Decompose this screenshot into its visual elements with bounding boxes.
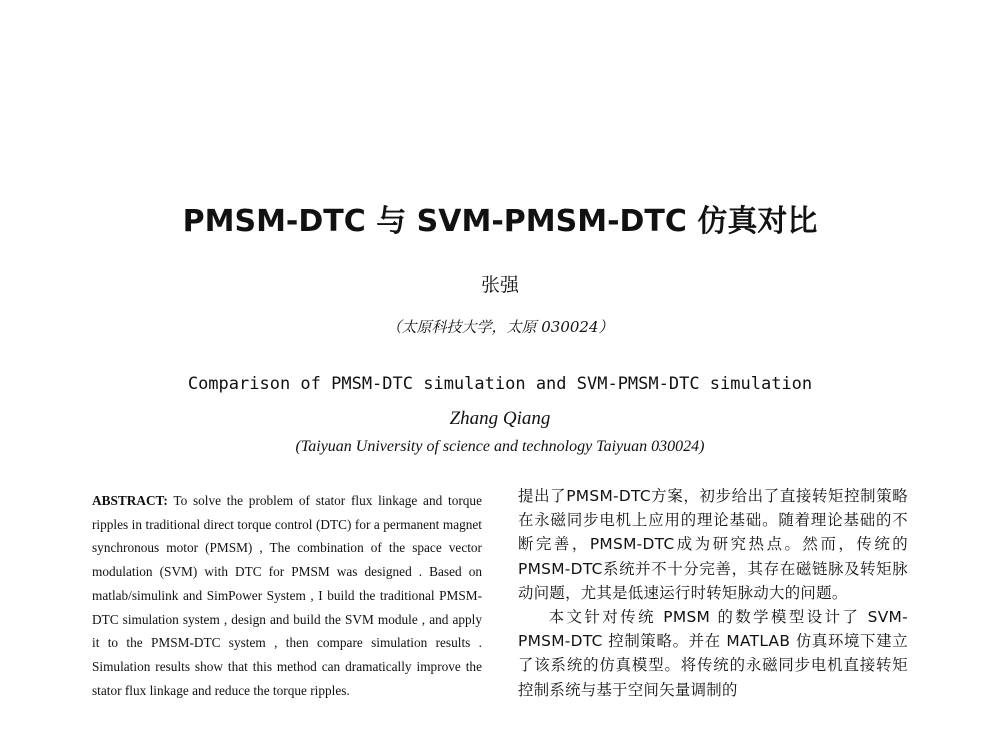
paper-title-english: Comparison of PMSM-DTC simulation and SVM-PMSM-DTC simulation	[187, 374, 813, 394]
abstract-text: To solve the problem of stator flux linkage and torque ripples in traditional direct torque control (DTC) for a permanent magnet synchronous motor (PMSM) , The combination of the space vector modulation (SVM) with DTC for PMSM was designed . Based on matlab/simulink and SimPower System , I build the traditional PMSM-DTC simulation system , design and build the SVM module , and apply it to the PMSM-DTC system , then compare simulation results . Simulation results show that this method can dramatically improve the stator flux linkage and reduce the torque ripples.	[92, 493, 482, 698]
author-name-chinese: 张强	[480, 274, 519, 296]
author-name-english: Zhang Qiang	[449, 408, 551, 429]
paper-title: PMSM-DTC 与 SVM-PMSM-DTC 仿真对比	[182, 204, 818, 239]
abstract-label: ABSTRACT:	[92, 493, 168, 508]
body-paragraph-2: 本文针对传统 PMSM 的数学模型设计了 SVM-PMSM-DTC 控制策略。并在 MATLAB 仿真环境下建立了该系统的仿真模型。将传统的永磁同步电机直接转矩控制系统与基于空间矢量调制的	[518, 608, 908, 699]
body-column-right	[518, 484, 908, 702]
affiliation-english: (Taiyuan University of science and technology Taiyuan 030024)	[295, 438, 705, 455]
body-paragraph-1: 提出了PMSM-DTC方案，初步给出了直接转矩控制策略在永磁同步电机上应用的理论基础。随着理论基础的不断完善，PMSM-DTC成为研究热点。然而，传统的PMSM-DTC系统并不十分完善，其存在磁链脉及转矩脉动问题，尤其是低速运行时转矩脉动大的问题。	[518, 487, 908, 602]
abstract-block	[92, 489, 482, 702]
affiliation-chinese: （太原科技大学，太原 030024）	[386, 318, 614, 336]
